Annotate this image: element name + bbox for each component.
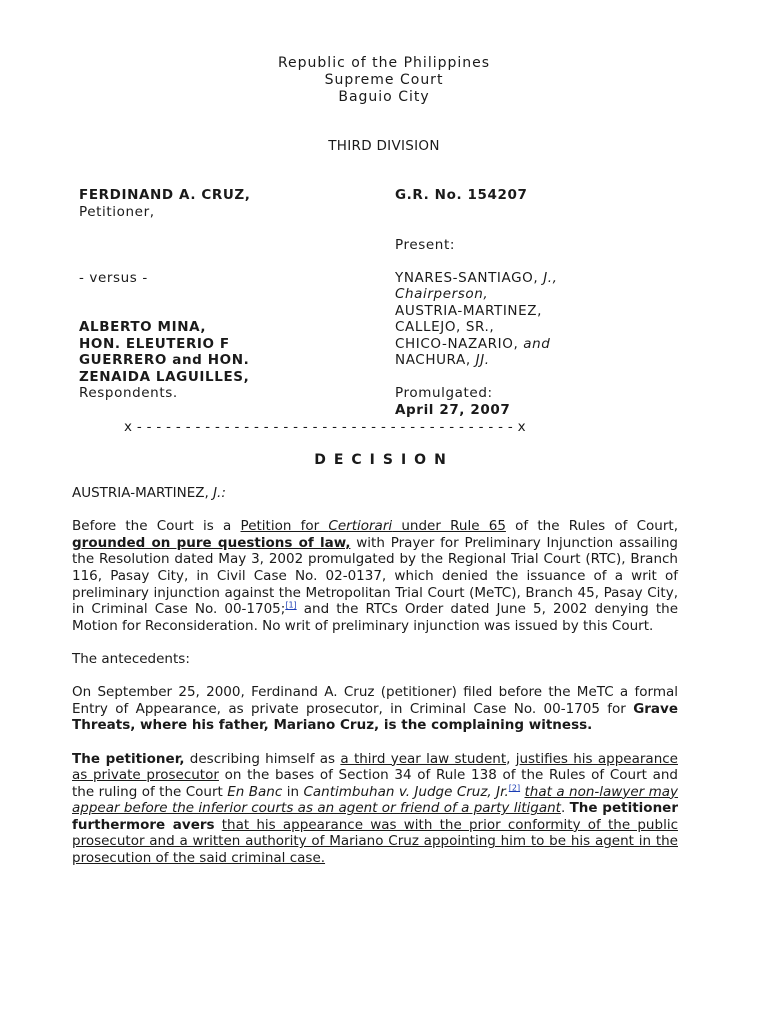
justice-1-role: Chairperson, (395, 286, 489, 302)
justice-2: AUSTRIA-MARTINEZ, (395, 302, 542, 319)
decision-heading: DECISION (314, 452, 454, 468)
gr-number: G.R. No. 154207 (395, 187, 528, 203)
footnote-2-link[interactable]: [2] (508, 783, 521, 793)
respondent-line-4: ZENAIDA LAGUILLES, (79, 368, 250, 385)
case-parties (79, 187, 379, 402)
respondents-label: Respondents. (79, 385, 178, 401)
paragraph-1: Before the Court is a Petition for Certiorari under Rule 65 of the Rules of Court, grounded on pure questions of law, with Prayer for Preliminary Injunction assailing the Resolution dated May 3, 2002 promulgated by the Regional Trial Court (RTC), Branch 116, Pasay City, in Civil Case No. 02-0137, which denied the issuance of a writ of preliminary injunction against the Metropolitan Trial Court (MeTC), Branch 45, Pasay City, in Criminal Case No. 00-1705;[1] and the RTCs Order dated June 5, 2002 denying the Motion for Reconsideration. No writ of preliminary injunction was issued by this Court. (72, 518, 678, 634)
respondent-line-3: GUERRERO and HON. (79, 352, 250, 368)
justice-1: YNARES-SANTIAGO, J., (395, 269, 558, 286)
ponente-line: AUSTRIA-MARTINEZ, J.: (72, 485, 226, 501)
court-header (0, 55, 768, 106)
petitioner-label: Petitioner, (79, 203, 155, 220)
header-republic: Republic of the Philippines (277, 55, 491, 71)
promulgated-date: April 27, 2007 (395, 401, 511, 418)
paragraph-4: The petitioner, describing himself as a third year law student, justifies his appearance as private prosecutor on the bases of Section 34 of Rule 138 of the Rules of Court and the ruling of the Court En Banc in Cantimbuhan v. Judge Cruz, Jr.[2] that a non-lawyer may appear before the inferior courts as an agent or friend of a party litigant. The petitioner furthermore avers that his appearance was with the prior conformity of the public prosecutor and a written authority of Mariano Cruz appointing him to be his agent in the prosecution of the said criminal case. (72, 750, 679, 867)
promulgated-label: Promulgated: (395, 385, 493, 401)
versus-text: - versus - (79, 269, 148, 286)
case-details (395, 187, 725, 418)
present-label: Present: (395, 236, 455, 253)
separator-line: x - - - - - - - - - - - - - - - - - - - - - - - - - - - - - - - - - - - - - - - x (124, 419, 526, 435)
petitioner-name: FERDINAND A. CRUZ, (79, 187, 251, 203)
paragraph-3: On September 25, 2000, Ferdinand A. Cruz (petitioner) filed before the MeTC a formal Entry of Appearance, as private prosecutor, in Criminal Case No. 00-1705 for Grave Threats, where his father, Mariano Cruz, is the complaining witness. (72, 684, 678, 734)
footnote-1-link[interactable]: [1] (285, 600, 297, 610)
justice-4: CHICO-NAZARIO, and (395, 335, 551, 352)
justice-3: CALLEJO, SR., (395, 319, 495, 335)
header-court: Supreme Court (324, 72, 444, 88)
header-city: Baguio City (338, 89, 430, 105)
paragraph-2: The antecedents: (72, 650, 190, 667)
decision-body (72, 485, 678, 883)
division-title: THIRD DIVISION (328, 138, 440, 154)
respondent-line-2: HON. ELEUTERIO F (79, 335, 230, 352)
respondent-line-1: ALBERTO MINA, (79, 319, 207, 335)
justice-5: NACHURA, JJ. (395, 352, 490, 368)
